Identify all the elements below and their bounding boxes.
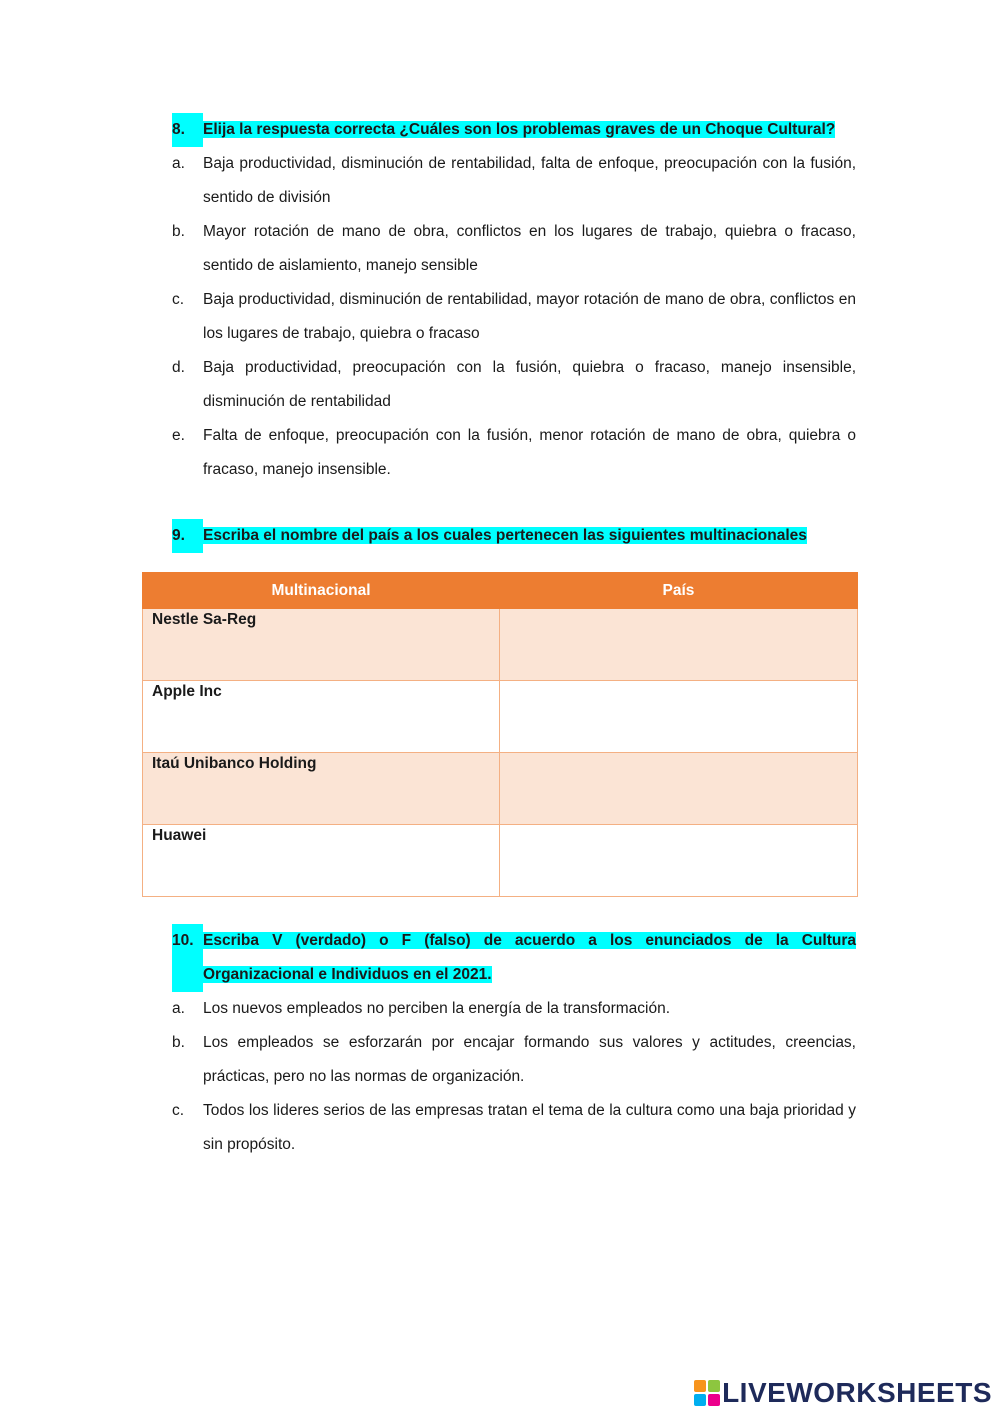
question-8-text: Elija la respuesta correcta ¿Cuáles son los problemas graves de un Choque Cultural?: [203, 121, 836, 138]
question-9: [172, 519, 856, 553]
option-letter: e.: [172, 427, 185, 444]
question-8-number: 8.: [172, 113, 203, 147]
logo-square: [694, 1394, 706, 1406]
table-row: [143, 825, 858, 897]
logo-square: [694, 1380, 706, 1392]
question-8-option-d[interactable]: [172, 351, 856, 419]
option-letter: a.: [172, 155, 185, 172]
question-9-number: 9.: [172, 519, 203, 553]
liveworksheets-logo: [694, 1377, 992, 1409]
question-10-statement-c[interactable]: [172, 1094, 856, 1162]
option-text: Baja productividad, disminución de rentabilidad, falta de enfoque, preocupación con la fusión, sentido de división: [203, 155, 856, 206]
option-text: Baja productividad, preocupación con la fusión, quiebra o fracaso, manejo insensible, disminución de rentabilidad: [203, 359, 856, 410]
question-10-number: 10.: [172, 924, 203, 992]
option-text: Falta de enfoque, preocupación con la fusión, menor rotación de mano de obra, quiebra o fracaso, manejo insensible.: [203, 427, 856, 478]
logo-text: LIVEWORKSHEETS: [722, 1377, 992, 1408]
company-cell: Itaú Unibanco Holding: [143, 753, 500, 825]
question-10: [172, 924, 856, 1162]
option-text: Mayor rotación de mano de obra, conflictos en los lugares de trabajo, quiebra o fracaso, sentido de aislamiento, manejo sensible: [203, 223, 856, 274]
option-text: Los nuevos empleados no perciben la energía de la transformación.: [203, 1000, 671, 1017]
company-cell: Huawei: [143, 825, 500, 897]
option-letter: b.: [172, 223, 185, 240]
question-9-text: Escriba el nombre del país a los cuales pertenecen las siguientes multinacionales: [203, 527, 807, 544]
country-answer-cell[interactable]: [500, 609, 858, 681]
option-letter: b.: [172, 1034, 185, 1051]
country-answer-cell[interactable]: [500, 825, 858, 897]
question-9-heading: [172, 519, 856, 553]
option-text: Todos los lideres serios de las empresas tratan el tema de la cultura como una baja prioridad y sin propósito.: [203, 1102, 856, 1153]
question-8-option-c[interactable]: [172, 283, 856, 351]
question-8: [172, 113, 856, 487]
column-header-multinational: Multinacional: [143, 573, 500, 609]
country-answer-cell[interactable]: [500, 681, 858, 753]
question-8-option-a[interactable]: [172, 147, 856, 215]
logo-square: [708, 1380, 720, 1392]
company-cell: Nestle Sa-Reg: [143, 609, 500, 681]
option-letter: d.: [172, 359, 185, 376]
question-8-heading: [172, 113, 856, 147]
question-10-statement-a[interactable]: [172, 992, 856, 1026]
logo-square: [708, 1394, 720, 1406]
column-header-country: País: [500, 573, 858, 609]
question-10-statement-b[interactable]: [172, 1026, 856, 1094]
option-text: Los empleados se esforzarán por encajar formando sus valores y actitudes, creencias, prácticas, pero no las normas de organización.: [203, 1034, 856, 1085]
question-10-text: Escriba V (verdado) o F (falso) de acuerdo a los enunciados de la Cultura Organizacional e Individuos en el 2021.: [203, 932, 856, 983]
multinational-table: [142, 572, 858, 897]
option-letter: c.: [172, 1102, 185, 1119]
option-letter: a.: [172, 1000, 185, 1017]
country-answer-cell[interactable]: [500, 753, 858, 825]
table-row: [143, 753, 858, 825]
logo-grid-icon: [694, 1380, 720, 1406]
option-text: Baja productividad, disminución de rentabilidad, mayor rotación de mano de obra, conflictos en los lugares de trabajo, quiebra o fracaso: [203, 291, 856, 342]
option-letter: c.: [172, 291, 185, 308]
table-row: [143, 609, 858, 681]
question-8-option-b[interactable]: [172, 215, 856, 283]
question-8-option-e[interactable]: [172, 419, 856, 487]
table-row: [143, 681, 858, 753]
question-10-heading: [172, 924, 856, 992]
table-header-row: [143, 573, 858, 609]
company-cell: Apple Inc: [143, 681, 500, 753]
